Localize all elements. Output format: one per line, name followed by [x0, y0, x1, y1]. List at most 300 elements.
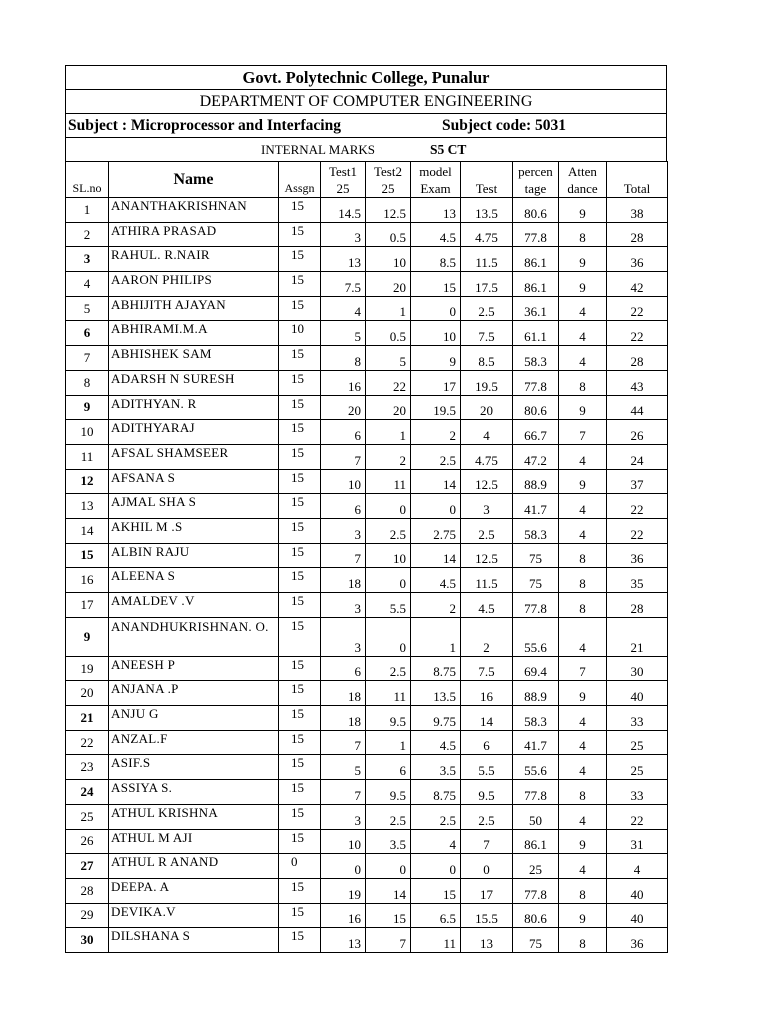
row-test: 15.5 [461, 903, 513, 928]
row-name: ATHUL KRISHNA [109, 804, 279, 829]
internal-marks-row [65, 137, 667, 161]
row-sl: 12 [66, 469, 109, 494]
col-header-sl: SL.no [66, 162, 109, 198]
row-test: 4.75 [461, 222, 513, 247]
row-test: 16 [461, 681, 513, 706]
row-name: DEVIKA.V [109, 903, 279, 928]
row-test: 13 [461, 928, 513, 953]
subject-row [65, 113, 667, 137]
table-row [66, 829, 668, 854]
row-name: ATHUL R ANAND [109, 854, 279, 879]
row-test1: 5 [321, 755, 366, 780]
row-test: 17 [461, 878, 513, 903]
row-model-exam: 10 [411, 321, 461, 346]
row-test1: 18 [321, 568, 366, 593]
row-sl: 3 [66, 247, 109, 272]
row-model-exam: 6.5 [411, 903, 461, 928]
row-model-exam: 15 [411, 272, 461, 297]
row-test2: 22 [366, 370, 411, 395]
row-model-exam: 0 [411, 494, 461, 519]
row-test2: 0 [366, 854, 411, 879]
row-total: 35 [607, 568, 668, 593]
row-attendance: 4 [559, 346, 607, 371]
row-test2: 1 [366, 420, 411, 445]
row-total: 22 [607, 321, 668, 346]
row-assgn: 15 [279, 518, 321, 543]
row-percentage: 86.1 [513, 247, 559, 272]
row-test: 7 [461, 829, 513, 854]
table-row [66, 518, 668, 543]
row-sl: 1 [66, 198, 109, 223]
row-test: 7.5 [461, 656, 513, 681]
table-row [66, 494, 668, 519]
row-percentage: 58.3 [513, 518, 559, 543]
row-test: 4 [461, 420, 513, 445]
table-row [66, 346, 668, 371]
row-name: AARON PHILIPS [109, 272, 279, 297]
table-row [66, 222, 668, 247]
department-name: DEPARTMENT OF COMPUTER ENGINEERING [199, 92, 533, 110]
row-name: ANJANA .P [109, 681, 279, 706]
row-attendance: 8 [559, 370, 607, 395]
row-attendance: 8 [559, 568, 607, 593]
table-row [66, 730, 668, 755]
row-total: 40 [607, 878, 668, 903]
row-percentage: 77.8 [513, 370, 559, 395]
row-model-exam: 13.5 [411, 681, 461, 706]
row-total: 40 [607, 903, 668, 928]
col-header-total: Total [607, 162, 668, 198]
row-test2: 14 [366, 878, 411, 903]
row-percentage: 77.8 [513, 780, 559, 805]
row-percentage: 69.4 [513, 656, 559, 681]
row-test: 2.5 [461, 296, 513, 321]
row-test2: 20 [366, 395, 411, 420]
row-model-exam: 0 [411, 854, 461, 879]
row-name: AFSANA S [109, 469, 279, 494]
row-attendance: 9 [559, 681, 607, 706]
row-attendance: 4 [559, 321, 607, 346]
row-test1: 7.5 [321, 272, 366, 297]
row-name: ANEESH P [109, 656, 279, 681]
row-test1: 7 [321, 730, 366, 755]
row-name: ADARSH N SURESH [109, 370, 279, 395]
row-test2: 5 [366, 346, 411, 371]
row-attendance: 4 [559, 706, 607, 731]
row-test2: 6 [366, 755, 411, 780]
row-percentage: 77.8 [513, 222, 559, 247]
row-name: ANANDHUKRISHNAN. O. [109, 617, 279, 656]
row-total: 25 [607, 755, 668, 780]
row-test2: 9.5 [366, 780, 411, 805]
col-header-percentage: percen tage [513, 162, 559, 198]
row-test2: 20 [366, 272, 411, 297]
row-test1: 7 [321, 780, 366, 805]
row-test1: 3 [321, 518, 366, 543]
table-row [66, 928, 668, 953]
row-assgn: 15 [279, 469, 321, 494]
row-total: 36 [607, 247, 668, 272]
row-percentage: 80.6 [513, 395, 559, 420]
row-name: ABHISHEK SAM [109, 346, 279, 371]
row-sl: 11 [66, 444, 109, 469]
row-sl: 17 [66, 593, 109, 618]
internal-marks-label: INTERNAL MARKS [261, 141, 375, 157]
row-sl: 22 [66, 730, 109, 755]
row-test: 11.5 [461, 247, 513, 272]
row-sl: 29 [66, 903, 109, 928]
row-model-exam: 9 [411, 346, 461, 371]
col-header-assgn: Assgn [279, 162, 321, 198]
row-model-exam: 14 [411, 543, 461, 568]
row-model-exam: 17 [411, 370, 461, 395]
row-model-exam: 19.5 [411, 395, 461, 420]
row-name: ALBIN RAJU [109, 543, 279, 568]
row-test2: 2.5 [366, 804, 411, 829]
table-row [66, 247, 668, 272]
row-sl: 9 [66, 617, 109, 656]
row-test1: 19 [321, 878, 366, 903]
row-test2: 5.5 [366, 593, 411, 618]
col-header-name: Name [109, 162, 279, 198]
class-label: S5 CT [430, 141, 467, 157]
row-total: 22 [607, 804, 668, 829]
row-assgn: 15 [279, 656, 321, 681]
row-assgn: 15 [279, 706, 321, 731]
table-row [66, 617, 668, 656]
row-assgn: 10 [279, 321, 321, 346]
row-name: AMALDEV .V [109, 593, 279, 618]
row-attendance: 4 [559, 296, 607, 321]
table-row [66, 370, 668, 395]
row-sl: 20 [66, 681, 109, 706]
row-percentage: 88.9 [513, 681, 559, 706]
row-assgn: 15 [279, 780, 321, 805]
row-test1: 3 [321, 804, 366, 829]
row-model-exam: 9.75 [411, 706, 461, 731]
row-assgn: 15 [279, 494, 321, 519]
college-title [65, 65, 667, 89]
row-sl: 8 [66, 370, 109, 395]
row-percentage: 75 [513, 568, 559, 593]
row-total: 36 [607, 543, 668, 568]
row-model-exam: 4.5 [411, 222, 461, 247]
row-test2: 3.5 [366, 829, 411, 854]
row-test2: 1 [366, 730, 411, 755]
row-model-exam: 2.5 [411, 804, 461, 829]
row-test2: 2.5 [366, 656, 411, 681]
subject-code: Subject code: 5031 [442, 116, 566, 134]
row-percentage: 58.3 [513, 706, 559, 731]
row-test1: 6 [321, 420, 366, 445]
row-attendance: 4 [559, 444, 607, 469]
row-name: AFSAL SHAMSEER [109, 444, 279, 469]
row-assgn: 15 [279, 617, 321, 656]
row-name: DILSHANA S [109, 928, 279, 953]
row-test: 17.5 [461, 272, 513, 297]
row-test: 13.5 [461, 198, 513, 223]
row-assgn: 15 [279, 829, 321, 854]
row-sl: 9 [66, 395, 109, 420]
row-attendance: 8 [559, 593, 607, 618]
row-percentage: 80.6 [513, 903, 559, 928]
row-percentage: 86.1 [513, 272, 559, 297]
row-test2: 0 [366, 568, 411, 593]
table-row [66, 755, 668, 780]
table-row [66, 198, 668, 223]
row-assgn: 15 [279, 222, 321, 247]
row-attendance: 8 [559, 543, 607, 568]
table-row [66, 656, 668, 681]
table-row [66, 804, 668, 829]
row-attendance: 4 [559, 617, 607, 656]
row-attendance: 7 [559, 420, 607, 445]
row-attendance: 9 [559, 469, 607, 494]
row-test1: 13 [321, 928, 366, 953]
row-assgn: 15 [279, 928, 321, 953]
row-test1: 7 [321, 543, 366, 568]
row-assgn: 15 [279, 247, 321, 272]
table-row [66, 444, 668, 469]
row-test: 6 [461, 730, 513, 755]
row-sl: 19 [66, 656, 109, 681]
row-percentage: 75 [513, 543, 559, 568]
row-assgn: 15 [279, 420, 321, 445]
row-test2: 2.5 [366, 518, 411, 543]
row-test: 2.5 [461, 518, 513, 543]
table-row [66, 593, 668, 618]
row-total: 28 [607, 346, 668, 371]
row-percentage: 80.6 [513, 198, 559, 223]
row-model-exam: 4.5 [411, 730, 461, 755]
row-attendance: 4 [559, 804, 607, 829]
row-sl: 16 [66, 568, 109, 593]
row-test2: 11 [366, 681, 411, 706]
row-total: 42 [607, 272, 668, 297]
row-percentage: 50 [513, 804, 559, 829]
row-model-exam: 0 [411, 296, 461, 321]
row-test2: 7 [366, 928, 411, 953]
row-total: 4 [607, 854, 668, 879]
row-assgn: 15 [279, 593, 321, 618]
row-sl: 6 [66, 321, 109, 346]
row-assgn: 15 [279, 296, 321, 321]
row-total: 21 [607, 617, 668, 656]
row-attendance: 7 [559, 656, 607, 681]
table-row [66, 706, 668, 731]
row-test: 4.75 [461, 444, 513, 469]
row-model-exam: 14 [411, 469, 461, 494]
row-attendance: 9 [559, 247, 607, 272]
row-percentage: 77.8 [513, 593, 559, 618]
college-name: Govt. Polytechnic College, Punalur [242, 67, 490, 87]
row-test1: 6 [321, 656, 366, 681]
row-name: AKHIL M .S [109, 518, 279, 543]
row-assgn: 15 [279, 444, 321, 469]
row-total: 36 [607, 928, 668, 953]
row-total: 24 [607, 444, 668, 469]
row-test: 20 [461, 395, 513, 420]
row-assgn: 15 [279, 346, 321, 371]
table-row [66, 469, 668, 494]
row-name: AJMAL SHA S [109, 494, 279, 519]
row-percentage: 66.7 [513, 420, 559, 445]
row-total: 38 [607, 198, 668, 223]
marks-table [65, 161, 668, 953]
row-name: ANZAL.F [109, 730, 279, 755]
row-attendance: 9 [559, 198, 607, 223]
row-test: 0 [461, 854, 513, 879]
row-percentage: 36.1 [513, 296, 559, 321]
row-name: ABHIJITH AJAYAN [109, 296, 279, 321]
department-title [65, 89, 667, 113]
row-test1: 14.5 [321, 198, 366, 223]
row-percentage: 77.8 [513, 878, 559, 903]
row-model-exam: 8.75 [411, 656, 461, 681]
row-test2: 10 [366, 543, 411, 568]
row-model-exam: 4.5 [411, 568, 461, 593]
row-test2: 11 [366, 469, 411, 494]
row-name: RAHUL. R.NAIR [109, 247, 279, 272]
row-sl: 27 [66, 854, 109, 879]
row-test1: 20 [321, 395, 366, 420]
table-header-row [66, 162, 668, 198]
row-percentage: 88.9 [513, 469, 559, 494]
row-test: 4.5 [461, 593, 513, 618]
row-test: 8.5 [461, 346, 513, 371]
row-name: ADITHYARAJ [109, 420, 279, 445]
row-attendance: 9 [559, 829, 607, 854]
row-attendance: 9 [559, 395, 607, 420]
row-total: 33 [607, 706, 668, 731]
row-percentage: 41.7 [513, 730, 559, 755]
row-name: ASIF.S [109, 755, 279, 780]
row-model-exam: 2 [411, 593, 461, 618]
row-attendance: 9 [559, 272, 607, 297]
table-row [66, 878, 668, 903]
row-model-exam: 3.5 [411, 755, 461, 780]
row-test1: 13 [321, 247, 366, 272]
row-model-exam: 2.75 [411, 518, 461, 543]
table-row [66, 272, 668, 297]
row-model-exam: 8.5 [411, 247, 461, 272]
row-model-exam: 1 [411, 617, 461, 656]
table-row [66, 543, 668, 568]
row-test: 5.5 [461, 755, 513, 780]
row-test2: 15 [366, 903, 411, 928]
row-percentage: 25 [513, 854, 559, 879]
row-sl: 23 [66, 755, 109, 780]
row-total: 22 [607, 296, 668, 321]
row-model-exam: 8.75 [411, 780, 461, 805]
row-test1: 10 [321, 829, 366, 854]
row-percentage: 86.1 [513, 829, 559, 854]
row-test: 12.5 [461, 469, 513, 494]
row-name: ASSIYA S. [109, 780, 279, 805]
row-test2: 2 [366, 444, 411, 469]
row-attendance: 8 [559, 780, 607, 805]
row-test1: 3 [321, 222, 366, 247]
row-sl: 7 [66, 346, 109, 371]
table-row [66, 854, 668, 879]
row-test: 7.5 [461, 321, 513, 346]
row-name: ALEENA S [109, 568, 279, 593]
row-assgn: 15 [279, 370, 321, 395]
row-attendance: 8 [559, 878, 607, 903]
row-total: 44 [607, 395, 668, 420]
row-total: 28 [607, 222, 668, 247]
row-total: 33 [607, 780, 668, 805]
row-assgn: 15 [279, 804, 321, 829]
row-test1: 6 [321, 494, 366, 519]
row-sl: 4 [66, 272, 109, 297]
row-sl: 15 [66, 543, 109, 568]
row-sl: 28 [66, 878, 109, 903]
row-test2: 0.5 [366, 321, 411, 346]
row-attendance: 4 [559, 854, 607, 879]
row-assgn: 15 [279, 568, 321, 593]
row-percentage: 58.3 [513, 346, 559, 371]
row-name: ATHIRA PRASAD [109, 222, 279, 247]
row-total: 22 [607, 494, 668, 519]
row-assgn: 15 [279, 903, 321, 928]
row-test1: 3 [321, 593, 366, 618]
row-name: ANANTHAKRISHNAN [109, 198, 279, 223]
row-assgn: 15 [279, 198, 321, 223]
table-row [66, 395, 668, 420]
row-test: 3 [461, 494, 513, 519]
row-name: ABHIRAMI.M.A [109, 321, 279, 346]
row-sl: 30 [66, 928, 109, 953]
row-assgn: 0 [279, 854, 321, 879]
row-attendance: 8 [559, 222, 607, 247]
row-test1: 8 [321, 346, 366, 371]
row-total: 25 [607, 730, 668, 755]
row-model-exam: 13 [411, 198, 461, 223]
row-model-exam: 4 [411, 829, 461, 854]
row-test1: 4 [321, 296, 366, 321]
row-assgn: 15 [279, 543, 321, 568]
row-test1: 0 [321, 854, 366, 879]
table-row [66, 903, 668, 928]
row-test1: 18 [321, 681, 366, 706]
row-model-exam: 11 [411, 928, 461, 953]
row-test: 14 [461, 706, 513, 731]
row-attendance: 8 [559, 928, 607, 953]
row-sl: 13 [66, 494, 109, 519]
row-test: 19.5 [461, 370, 513, 395]
row-sl: 10 [66, 420, 109, 445]
row-test1: 16 [321, 903, 366, 928]
col-header-attendance: Atten dance [559, 162, 607, 198]
subject-name: Subject : Microprocessor and Interfacing [68, 116, 341, 134]
row-total: 37 [607, 469, 668, 494]
row-test1: 10 [321, 469, 366, 494]
row-total: 26 [607, 420, 668, 445]
row-assgn: 15 [279, 681, 321, 706]
row-test2: 10 [366, 247, 411, 272]
table-row [66, 296, 668, 321]
row-attendance: 4 [559, 494, 607, 519]
row-assgn: 15 [279, 395, 321, 420]
row-sl: 5 [66, 296, 109, 321]
row-percentage: 55.6 [513, 755, 559, 780]
row-model-exam: 15 [411, 878, 461, 903]
row-percentage: 41.7 [513, 494, 559, 519]
row-test: 11.5 [461, 568, 513, 593]
col-header-test1: Test1 25 [321, 162, 366, 198]
row-test: 2.5 [461, 804, 513, 829]
